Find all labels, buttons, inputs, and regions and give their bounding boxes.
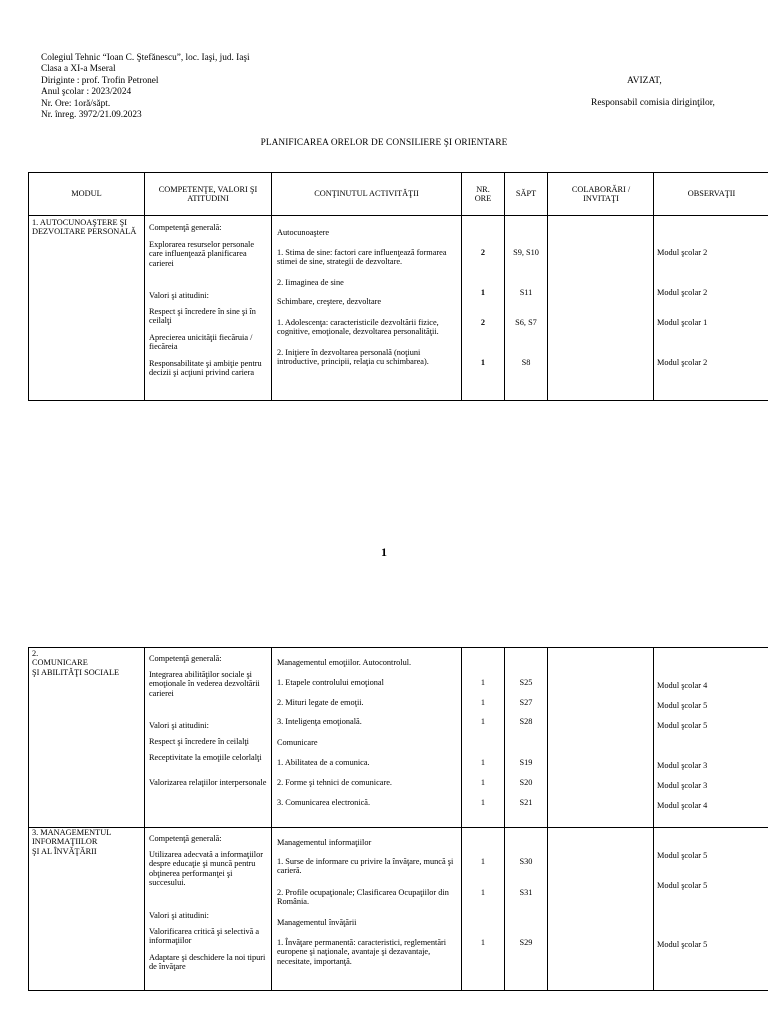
continut-text: 2. Profile ocupaţionale; Clasificarea Ocupaţiilor din România. [277, 888, 449, 907]
sapt-value: S6, S7 [515, 318, 537, 327]
nr-ore-value: 1 [480, 758, 486, 767]
nr-ore-value: 1 [480, 798, 486, 807]
nr-ore-value: 1 [480, 698, 486, 707]
competente-text: Respect şi încredere în sine şi în ceilalţi [149, 307, 256, 326]
observatii-value: Modul şcolar 5 [657, 851, 708, 860]
continut-text: Managementul emoţiilor. Autocontrolul. [277, 658, 412, 667]
school-year: Anul şcolar : 2023/2024 [41, 87, 132, 98]
observatii-value: Modul şcolar 5 [657, 940, 708, 949]
continut-text: 1. Adolescenţa: caracteristicile dezvoltării fizice, cognitive, emoţionale, dezvoltarea personalităţii. [277, 318, 439, 337]
module-name: 2. COMUNICARE ŞI ABILITĂŢI SOCIALE [32, 649, 120, 677]
nr-ore-value: 1 [480, 888, 486, 897]
continut-text: 1. Învăţare permanentă: caracteristici, reglementări europene şi naţionale, avantaje şi dezavantaje, necesitate, importanţă. [277, 938, 447, 966]
sapt-value: S30 [519, 857, 533, 866]
page-title: PLANIFICAREA ORELOR DE CONSILIERE ŞI ORIENTARE [260, 138, 508, 148]
observatii-value: Modul şcolar 4 [657, 681, 708, 690]
continut-text: 1. Stima de sine: factori care influenţează formarea stimei de sine, strategii de dezvoltare. [277, 248, 447, 267]
continut-text: 1. Abilitatea de a comunica. [277, 758, 370, 767]
col-header-colaborari: COLABORĂRI / INVITAŢI [571, 184, 631, 203]
continut-text: 2. Iimaginea de sine [277, 278, 344, 287]
sapt-value: S31 [519, 888, 533, 897]
nr-ore-value: 2 [480, 248, 486, 257]
continut-text: Schimbare, creştere, dezvoltare [277, 297, 382, 306]
observatii-value: Modul şcolar 5 [657, 881, 708, 890]
sapt-value: S28 [519, 717, 533, 726]
class-name: Clasa a XI-a Mseral [41, 64, 116, 75]
continut-text: Managementul informaţiilor [277, 838, 372, 847]
competente-text: Valori şi atitudini: [149, 291, 209, 300]
continut-text: 1. Etapele controlului emoţional [277, 678, 384, 687]
observatii-value: Modul şcolar 5 [657, 721, 708, 730]
observatii-value: Modul şcolar 2 [657, 288, 708, 297]
competente-text: Adaptare şi deschidere la noi tipuri de învăţare [149, 953, 266, 972]
continut-text: 2. Mituri legate de emoţii. [277, 698, 364, 707]
continut-text: 3. Inteligenţa emoţională. [277, 717, 362, 726]
competente-text: Valorizarea relaţiilor interpersonale [149, 778, 267, 787]
nr-ore-value: 1 [480, 678, 486, 687]
observatii-value: Modul şcolar 1 [657, 318, 708, 327]
col-header-continut: CONŢINUTUL ACTIVITĂŢII [314, 189, 419, 199]
observatii-value: Modul şcolar 4 [657, 801, 708, 810]
col-header-sapt: SĂPT [515, 189, 537, 199]
competente-text: Explorarea resurselor personale care influenţează planificarea carierei [149, 240, 255, 268]
registration-number: Nr. înreg. 3972/21.09.2023 [41, 110, 142, 121]
col-header-competente: COMPETENŢE, VALORI ŞI ATITUDINI [158, 184, 258, 203]
col-header-nr-ore: NR. ORE [474, 184, 492, 203]
competente-text: Utilizarea adecvată a informaţiilor despre educaţie şi muncă pentru obţinerea performanţei şi succesului. [149, 850, 264, 887]
sapt-value: S27 [519, 698, 533, 707]
hours-count: Nr. Ore: 1oră/săpt. [41, 98, 111, 109]
nr-ore-value: 1 [480, 358, 486, 367]
module-name: 1. AUTOCUNOAŞTERE ŞI DEZVOLTARE PERSONALĂ [32, 218, 137, 237]
competente-text: Competenţă generală: [149, 654, 222, 663]
page-number: 1 [381, 545, 387, 559]
competente-text: Valori şi atitudini: [149, 911, 209, 920]
competente-text: Valori şi atitudini: [149, 721, 209, 730]
competente-text: Integrarea abilităţilor sociale şi emoţionale în vederea dezvoltării carierei [149, 670, 260, 698]
sapt-value: S25 [519, 678, 533, 687]
responsabil-label: Responsabil comisia diriginţilor, [591, 98, 715, 108]
sapt-value: S21 [519, 798, 533, 807]
sapt-value: S9, S10 [513, 248, 539, 257]
competente-text: Competenţă generală: [149, 834, 222, 843]
sapt-value: S8 [521, 358, 531, 367]
continut-text: 2. Iniţiere în dezvoltarea personală (noţiuni introductive, principii, relaţia cu schimbarea). [277, 348, 429, 367]
nr-ore-value: 1 [480, 717, 486, 726]
observatii-value: Modul şcolar 3 [657, 781, 708, 790]
teacher-name: Diriginte : prof. Trofin Petronel [41, 75, 159, 86]
observatii-value: Modul şcolar 5 [657, 701, 708, 710]
competente-text: Respect şi încredere în ceilalţi [149, 737, 249, 746]
col-header-modul: MODUL [71, 189, 102, 199]
module-name: 3. MANAGEMENTUL INFORMAŢIILOR ŞI AL ÎNVĂŢĂRII [32, 828, 112, 856]
school-header [41, 53, 250, 121]
observatii-value: Modul şcolar 3 [657, 761, 708, 770]
continut-text: Autocunoaştere [277, 228, 330, 237]
continut-text: Managementul învăţării [277, 918, 357, 927]
competente-text: Competenţă generală: [149, 223, 222, 232]
competente-text: Valorificarea critică şi selectivă a informaţiilor [149, 927, 260, 946]
sapt-value: S20 [519, 778, 533, 787]
avizat-label: AVIZAT, [627, 76, 662, 86]
continut-text: Comunicare [277, 738, 318, 747]
continut-text: 2. Forme şi tehnici de comunicare. [277, 778, 392, 787]
nr-ore-value: 1 [480, 288, 486, 297]
competente-text: Receptivitate la emoţiile celorlalţi [149, 753, 262, 762]
competente-text: Aprecierea unicităţii fiecăruia / fiecăreia [149, 333, 253, 352]
observatii-value: Modul şcolar 2 [657, 358, 708, 367]
col-header-observatii: OBSERVAŢII [687, 189, 736, 199]
school-name: Colegiul Tehnic “Ioan C. Ştefănescu”, loc. Iaşi, jud. Iaşi [41, 53, 250, 63]
nr-ore-value: 1 [480, 857, 486, 866]
continut-text: 3. Comunicarea electronică. [277, 798, 371, 807]
nr-ore-value: 1 [480, 938, 486, 947]
nr-ore-value: 2 [480, 318, 486, 327]
sapt-value: S29 [519, 938, 533, 947]
observatii-value: Modul şcolar 2 [657, 248, 708, 257]
sapt-value: S11 [519, 288, 533, 297]
competente-text: Responsabilitate şi ambiţie pentru decizii şi acţiuni privind cariera [149, 359, 262, 378]
sapt-value: S19 [519, 758, 533, 767]
continut-text: 1. Surse de informare cu privire la învăţare, muncă şi carieră. [277, 857, 454, 876]
nr-ore-value: 1 [480, 778, 486, 787]
